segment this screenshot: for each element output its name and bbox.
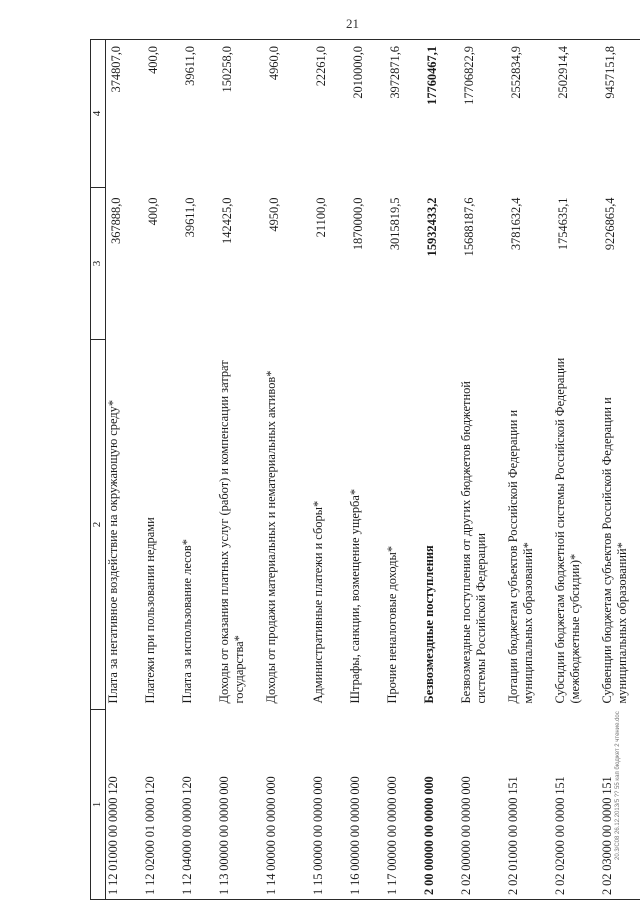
row-value-col4: 2010000,0 bbox=[348, 40, 385, 188]
row-value-col4: 4960,0 bbox=[264, 40, 311, 188]
row-value-col3: 15932433,2 bbox=[425, 197, 439, 257]
row-code: 1 17 00000 00 0000 000 bbox=[385, 710, 422, 900]
table-row bbox=[264, 40, 311, 900]
header-col-4: 4 bbox=[91, 40, 106, 188]
row-code: 2 00 00000 00 0000 000 bbox=[422, 710, 459, 900]
row-value-col3: 3015819,5 bbox=[388, 197, 402, 251]
row-value-col3: 3781632,4 bbox=[509, 197, 523, 251]
row-name: Безвозмездные поступления от других бюджетов бюджетной системы Российской Федерации bbox=[459, 381, 488, 704]
row-code: 1 12 02000 01 0000 120 bbox=[143, 710, 180, 900]
table-row bbox=[385, 40, 422, 900]
header-col-1: 1 bbox=[91, 710, 106, 900]
row-value-col3: 1870000,0 bbox=[351, 197, 365, 251]
row-name: Плата за использование лесов* bbox=[180, 539, 194, 704]
row-code: 1 12 04000 00 0000 120 bbox=[180, 710, 217, 900]
row-value-col3: 39611,0 bbox=[183, 197, 197, 238]
row-name: Платежи при пользовании недрами bbox=[143, 517, 157, 704]
header-col-2: 2 bbox=[91, 340, 106, 710]
row-code: 2 02 01000 00 0000 151 bbox=[506, 710, 553, 900]
header-col-3: 3 bbox=[91, 188, 106, 340]
row-code: 2 02 03000 00 0000 151 bbox=[600, 710, 640, 900]
table-row bbox=[311, 40, 348, 900]
row-code: 1 15 00000 00 0000 000 bbox=[311, 710, 348, 900]
row-value-col3: 1754635,1 bbox=[556, 197, 570, 251]
row-value-col3: 15688187,6 bbox=[462, 197, 476, 257]
row-value-col4: 17760467,1 bbox=[422, 40, 459, 188]
row-value-col3: 4950,0 bbox=[267, 197, 281, 232]
row-value-col4: 22261,0 bbox=[311, 40, 348, 188]
table-row bbox=[422, 40, 459, 900]
row-code: 1 16 00000 00 0000 000 bbox=[348, 710, 385, 900]
table-header bbox=[91, 40, 106, 900]
table-row bbox=[348, 40, 385, 900]
row-code: 2 02 00000 00 0000 000 bbox=[459, 710, 506, 900]
footer-note-text: 20.3/С08 26.12.2013/5 ?? 55 кап бюджет 2 чтение.doc bbox=[615, 711, 621, 860]
table-row bbox=[143, 40, 180, 900]
row-value-col3: 400,0 bbox=[146, 197, 160, 226]
table-body bbox=[106, 40, 640, 900]
table-row bbox=[553, 40, 600, 900]
row-value-col4: 9457151,8 bbox=[600, 40, 640, 188]
row-name: Субвенции бюджетам субъектов Российской Федерации и муниципальных образований* bbox=[600, 397, 629, 704]
row-value-col4: 374807,0 bbox=[106, 40, 144, 188]
row-value-col4: 2502914,4 bbox=[553, 40, 600, 188]
page-number: 21 bbox=[346, 16, 359, 31]
table-row bbox=[506, 40, 553, 900]
row-name: Административные платежи и сборы* bbox=[311, 500, 325, 704]
row-value-col4: 17706822,9 bbox=[459, 40, 506, 188]
row-name: Штрафы, санкции, возмещение ущерба* bbox=[348, 488, 362, 704]
row-value-col4: 39611,0 bbox=[180, 40, 217, 188]
row-value-col4: 150258,0 bbox=[217, 40, 264, 188]
budget-table bbox=[90, 39, 640, 900]
row-value-col3: 367888,0 bbox=[109, 197, 123, 244]
row-value-col4: 400,0 bbox=[143, 40, 180, 188]
row-name: Доходы от продажи материальных и нематериальных активов* bbox=[264, 370, 278, 704]
row-code: 1 14 00000 00 0000 000 bbox=[264, 710, 311, 900]
row-value-col3: 21100,0 bbox=[314, 197, 328, 238]
table-row bbox=[180, 40, 217, 900]
row-value-col3: 142425,0 bbox=[220, 197, 234, 244]
row-code: 1 13 00000 00 0000 000 bbox=[217, 710, 264, 900]
table-row bbox=[217, 40, 264, 900]
row-code: 2 02 02000 00 0000 151 bbox=[553, 710, 600, 900]
row-name: Дотации бюджетам субъектов Российской Федерации и муниципальных образований* bbox=[506, 409, 535, 704]
row-value-col4: 2552834,9 bbox=[506, 40, 553, 188]
row-value-col4: 3972871,6 bbox=[385, 40, 422, 188]
table-row bbox=[106, 40, 144, 900]
row-code: 1 12 01000 00 0000 120 bbox=[106, 710, 144, 900]
footer-note bbox=[615, 660, 627, 860]
row-name: Прочие неналоговые доходы* bbox=[385, 545, 399, 704]
row-name: Субсидии бюджетам бюджетной системы Российской Федерации (межбюджетные субсидии)* bbox=[553, 357, 582, 704]
table-row bbox=[459, 40, 506, 900]
row-name: Безвозмездные поступления bbox=[422, 545, 436, 704]
row-name: Доходы от оказания платных услуг (работ) и компенсации затрат государства* bbox=[217, 360, 246, 704]
row-value-col3: 9226865,4 bbox=[603, 197, 617, 251]
row-name: Плата за негативное воздействие на окружающую среду* bbox=[106, 399, 120, 704]
